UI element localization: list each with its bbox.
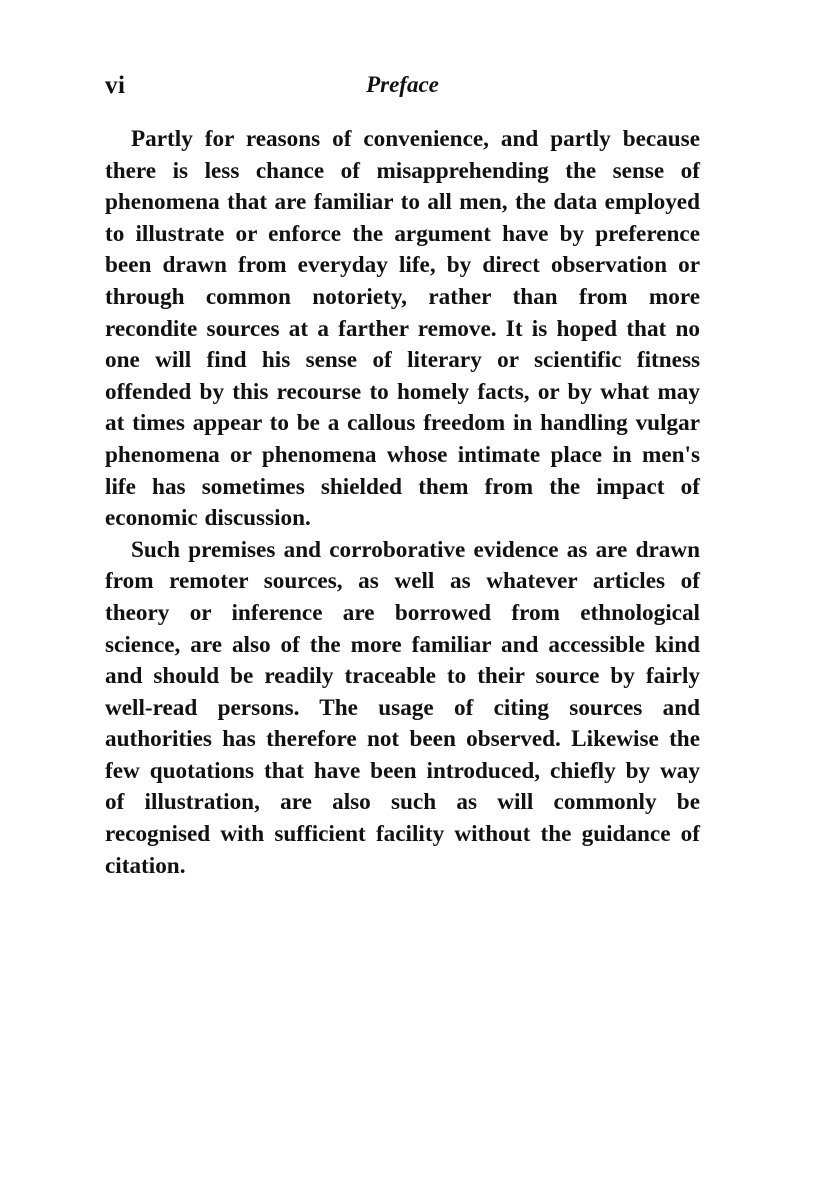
- page-number: vi: [105, 72, 126, 99]
- running-head: [105, 70, 700, 106]
- paragraph-1: Partly for reasons of convenience, and partly because there is less chance of misapprehending the sense of phenomena that are familiar to all men, the data employed to illustrate or enforce the argument have by preference been drawn from everyday life, by direct observation or through common notoriety, rather than from more recondite sources at a farther remove. It is hoped that no one will find his sense of literary or scientific fitness offended by this recourse to homely facts, or by what may at times appear to be a callous freedom in handling vulgar phenomena or phenomena whose intimate place in men's life has sometimes shielded them from the impact of economic discussion.: [105, 126, 700, 532]
- running-title: Preface: [366, 72, 439, 97]
- paragraph-2: Such premises and corroborative evidence as are drawn from remoter sources, as well as whatever articles of theory or inference are borrowed from ethnological science, are also of the more familiar and accessible kind and should be readily traceable to their source by fairly well-read persons. The usage of citing sources and authorities has therefore not been observed. Likewise the few quotations that have been introduced, chiefly by way of illustration, are also such as will commonly be recognised with sufficient facility without the guidance of citation.: [105, 536, 700, 879]
- body-text: [105, 124, 700, 882]
